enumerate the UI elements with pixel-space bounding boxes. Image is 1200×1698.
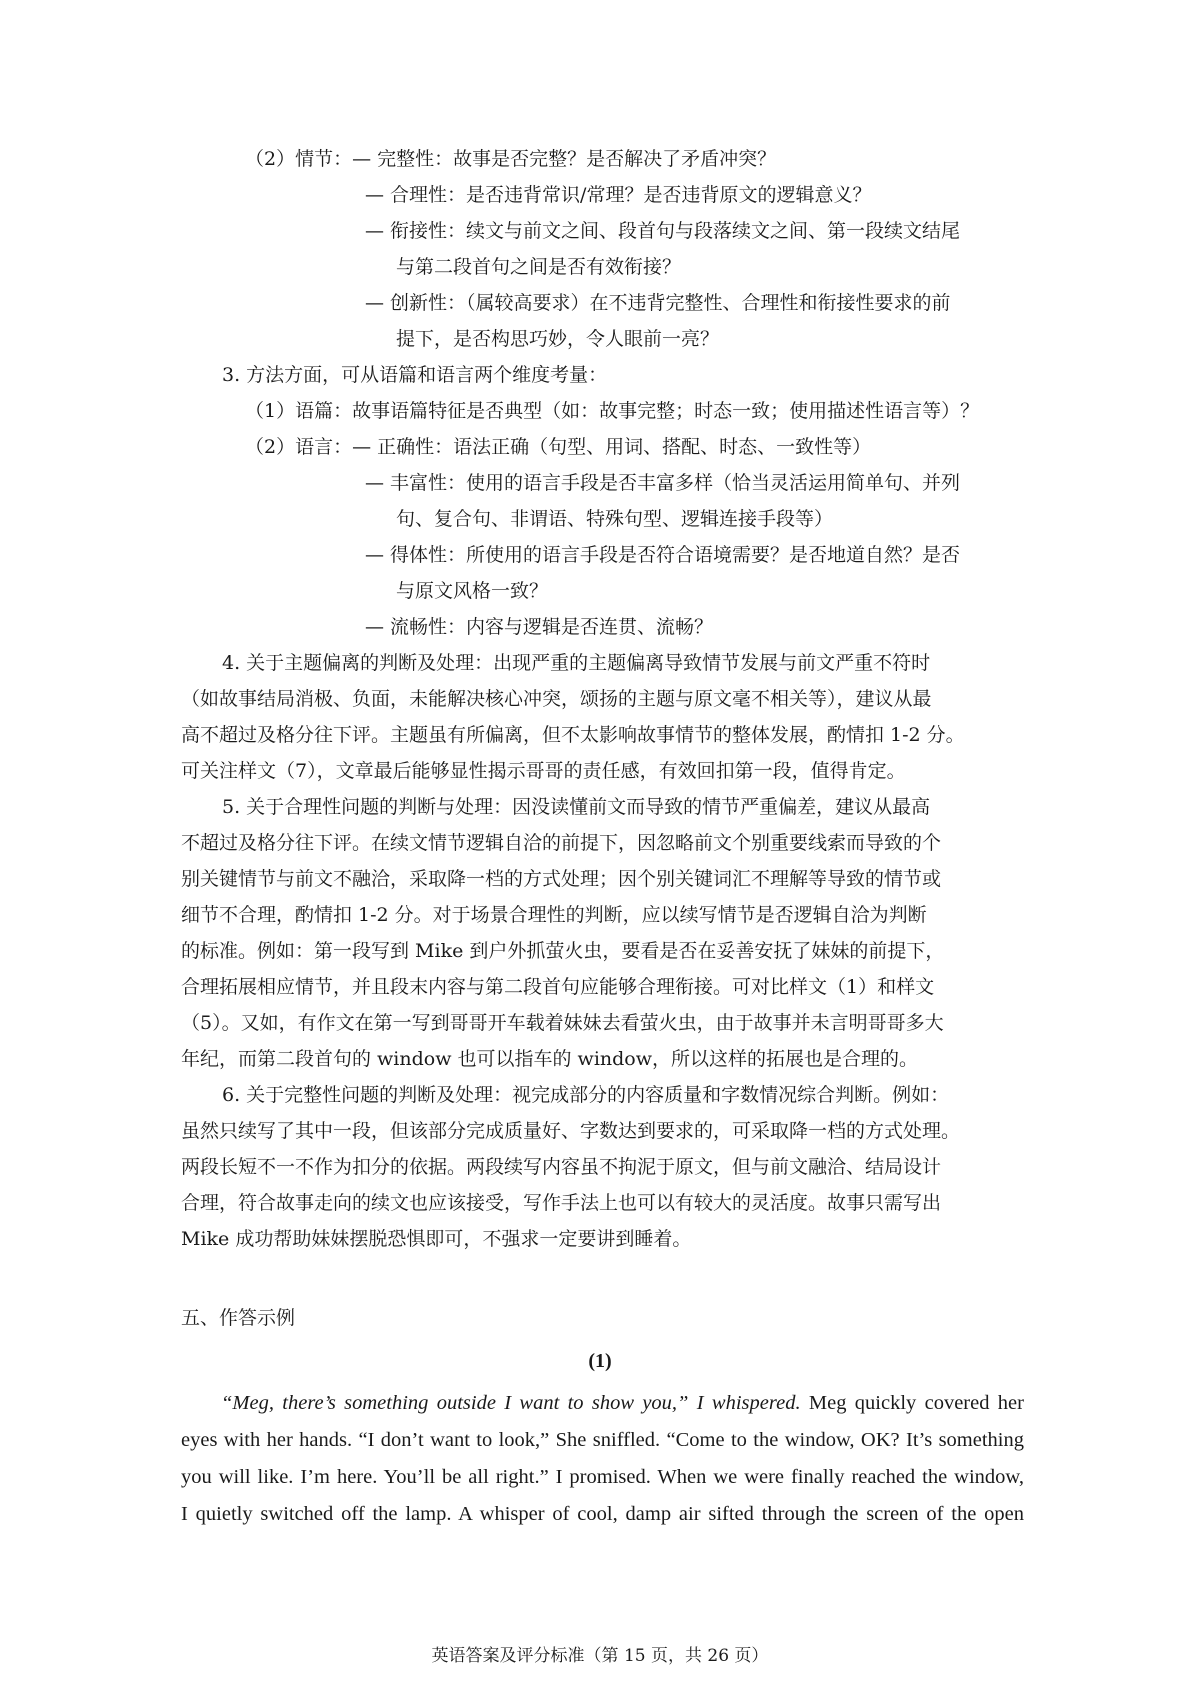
plot-line-3: — 衔接性：续文与前文之间、段首句与段落续文之间、第一段续文结尾 bbox=[365, 220, 961, 242]
section5-line-2: 不超过及格分往下评。在续文情节逻辑自洽的前提下，因忽略前文个别重要线索而导致的个 bbox=[181, 832, 942, 854]
method-line-7: 与原文风格一致？ bbox=[396, 580, 549, 602]
sample-line-3: you will like. I’m here. You’ll be all right.” I promised. When we were finally reached the window, bbox=[181, 1466, 1024, 1488]
sample-italic-opening: “Meg, there’s something outside I want to show you,” I whispered. bbox=[221, 1392, 801, 1414]
method-line-1: 3. 方法方面，可从语篇和语言两个维度考量： bbox=[222, 364, 608, 386]
sample-line-1 bbox=[181, 1390, 1024, 1416]
sample-line-1-rest: Meg quickly covered her bbox=[800, 1392, 1024, 1414]
section5-line-4: 细节不合理，酌情扣 1-2 分。对于场景合理性的判断，应以续写情节是否逻辑自洽为判断 bbox=[181, 904, 927, 926]
section5-line-1: 5. 关于合理性问题的判断与处理：因没读懂前文而导致的情节严重偏差，建议从最高 bbox=[222, 796, 931, 818]
method-line-5: 句、复合句、非谓语、特殊句型、逻辑连接手段等） bbox=[396, 508, 834, 530]
section6-line-3: 两段长短不一不作为扣分的依据。两段续写内容虽不拘泥于原文，但与前文融洽、结局设计 bbox=[181, 1156, 942, 1178]
method-line-4: — 丰富性：使用的语言手段是否丰富多样（恰当灵活运用简单句、并列 bbox=[365, 472, 961, 494]
section-heading-sample-answers: 五、作答示例 bbox=[181, 1307, 296, 1329]
section6-line-5: Mike 成功帮助妹妹摆脱恐惧即可，不强求一定要讲到睡着。 bbox=[181, 1228, 692, 1250]
section4-line-3: 高不超过及格分往下评。主题虽有所偏离，但不太影响故事情节的整体发展，酌情扣 1-2 分。 bbox=[181, 724, 965, 746]
section5-line-8: 年纪，而第二段首句的 window 也可以指车的 window，所以这样的拓展也是合理的。 bbox=[181, 1048, 919, 1070]
section6-line-1: 6. 关于完整性问题的判断及处理：视完成部分的内容质量和字数情况综合判断。例如： bbox=[222, 1084, 950, 1106]
section5-line-3: 别关键情节与前文不融洽，采取降一档的方式处理；因个别关键词汇不理解等导致的情节或 bbox=[181, 868, 942, 890]
section5-line-5: 的标准。例如：第一段写到 Mike 到户外抓萤火虫，要看是否在妥善安抚了妹妹的前提下， bbox=[181, 940, 945, 962]
section4-line-4: 可关注样文（7），文章最后能够显性揭示哥哥的责任感，有效回扣第一段，值得肯定。 bbox=[181, 760, 906, 782]
method-line-2: （1）语篇：故事语篇特征是否典型（如：故事完整；时态一致；使用描述性语言等）？ bbox=[245, 400, 980, 422]
method-line-6: — 得体性：所使用的语言手段是否符合语境需要？是否地道自然？是否 bbox=[365, 544, 961, 566]
section4-line-1: 4. 关于主题偏离的判断及处理：出现严重的主题偏离导致情节发展与前文严重不符时 bbox=[222, 652, 931, 674]
method-line-8: — 流畅性：内容与逻辑是否连贯、流畅？ bbox=[365, 616, 714, 638]
page-footer: 英语答案及评分标准（第 15 页，共 26 页） bbox=[431, 1646, 769, 1666]
plot-line-5: — 创新性：（属较高要求）在不违背完整性、合理性和衔接性要求的前 bbox=[365, 292, 951, 314]
plot-line-4: 与第二段首句之间是否有效衔接？ bbox=[396, 256, 682, 278]
section5-line-6: 合理拓展相应情节，并且段末内容与第二段首句应能够合理衔接。可对比样文（1）和样文 bbox=[181, 976, 935, 998]
plot-line-1: （2）情节：— 完整性：故事是否完整？是否解决了矛盾冲突？ bbox=[245, 148, 777, 170]
plot-line-6: 提下，是否构思巧妙，令人眼前一亮？ bbox=[396, 328, 720, 350]
section5-line-7: （5）。又如，有作文在第一写到哥哥开车载着妹妹去看萤火虫，由于故事并未言明哥哥多大 bbox=[181, 1012, 944, 1034]
section6-line-4: 合理，符合故事走向的续文也应该接受，写作手法上也可以有较大的灵活度。故事只需写出 bbox=[181, 1192, 942, 1214]
method-line-3: （2）语言：— 正确性：语法正确（句型、用词、搭配、时态、一致性等） bbox=[245, 436, 872, 458]
sample-number: (1) bbox=[588, 1350, 612, 1372]
section4-line-2: （如故事结局消极、负面，未能解决核心冲突，颂扬的主题与原文毫不相关等），建议从最 bbox=[181, 688, 932, 710]
section6-line-2: 虽然只续写了其中一段，但该部分完成质量好、字数达到要求的，可采取降一档的方式处理。 bbox=[181, 1120, 961, 1142]
plot-line-2: — 合理性：是否违背常识/常理？是否违背原文的逻辑意义？ bbox=[365, 184, 872, 206]
sample-line-4: I quietly switched off the lamp. A whisper of cool, damp air sifted through the screen of the open bbox=[181, 1503, 1024, 1525]
sample-line-2: eyes with her hands. “I don’t want to look,” She sniffled. “Come to the window, OK? It’s something bbox=[181, 1429, 1024, 1451]
